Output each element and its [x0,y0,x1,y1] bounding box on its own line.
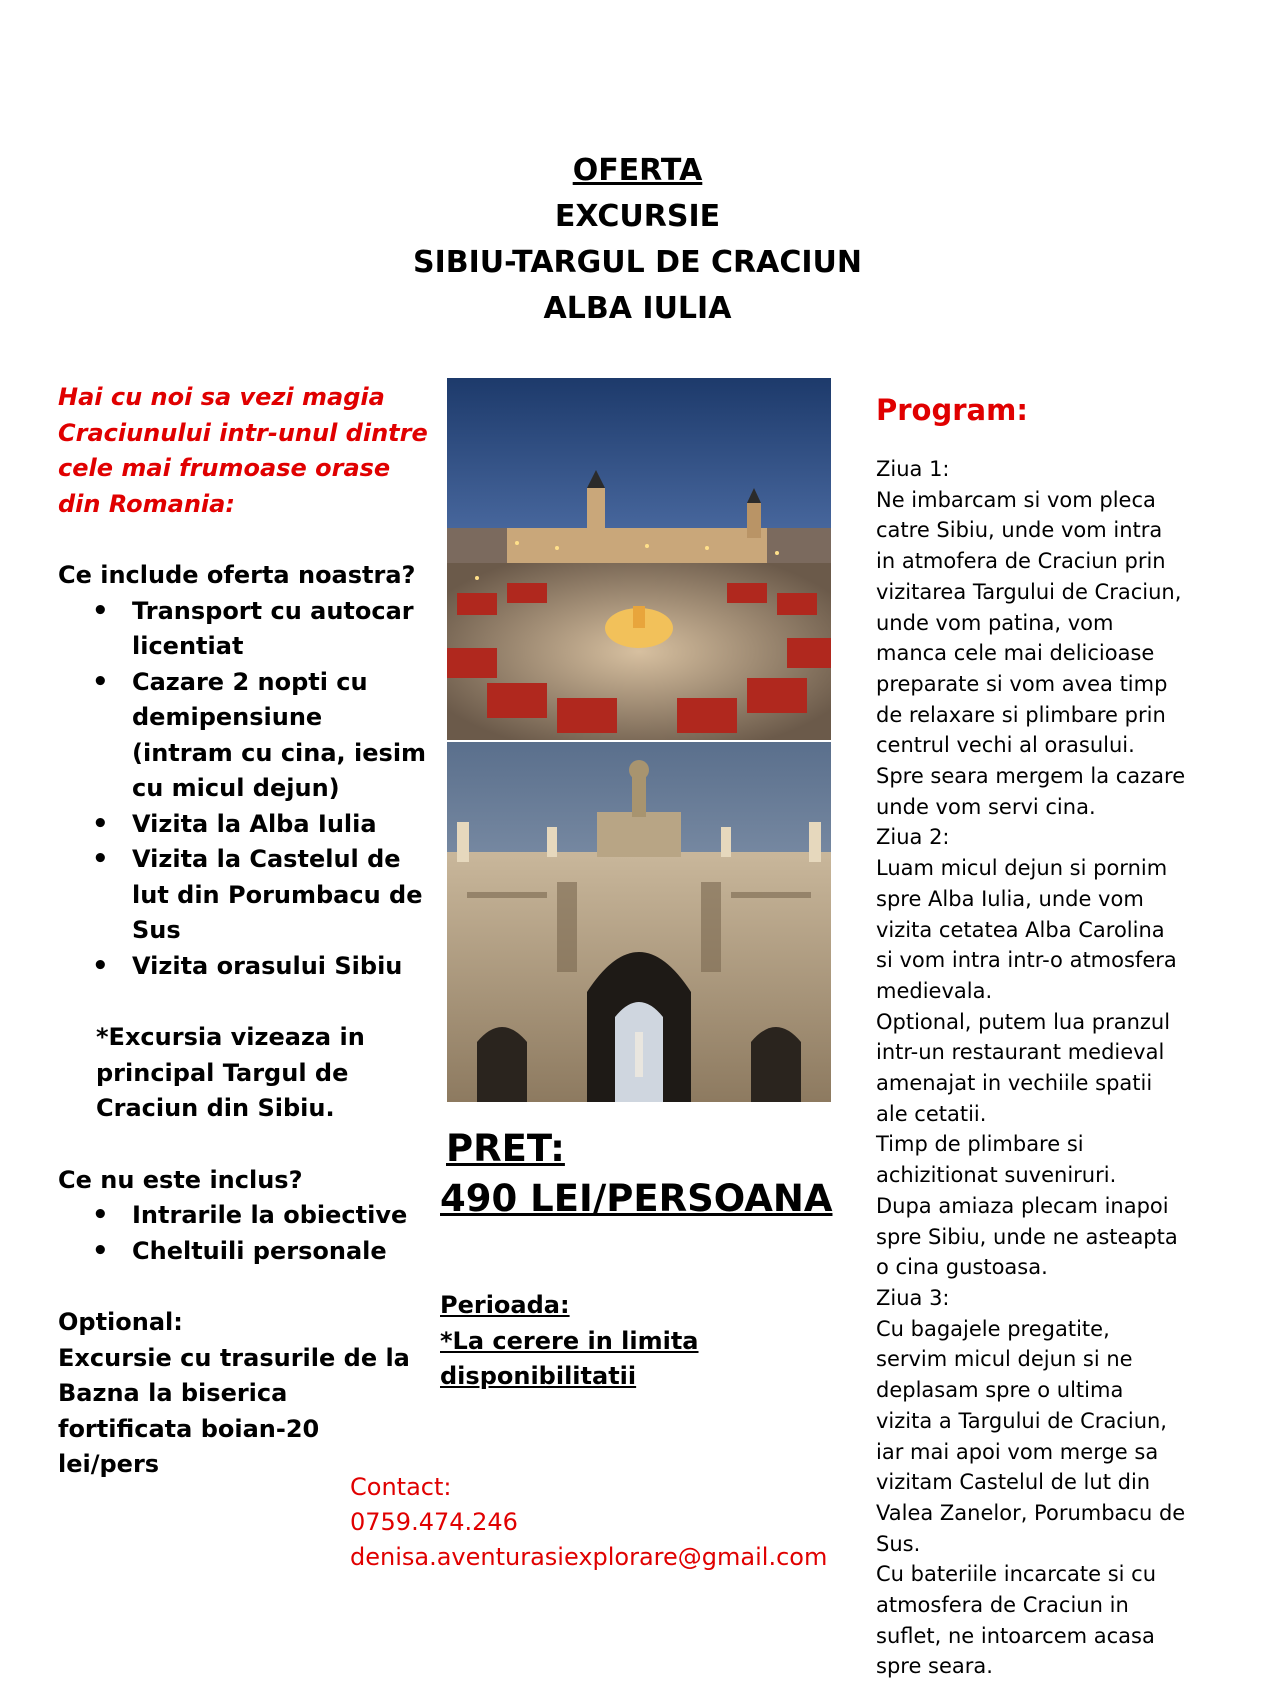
contact-block [350,1470,870,1575]
offer-details-column [58,380,428,1483]
excludes-list [58,1198,428,1269]
list-item: • Vizita la Castelul de lut din Porumbacu de Sus [132,842,428,949]
contact-email: denisa.aventurasiexplorare@gmail.com [350,1543,828,1571]
list-item: • Transport cu autocar licentiat [132,594,428,665]
price-block [440,1124,840,1224]
period-block [440,1288,820,1395]
program-paragraph: Timp de plimbare si achizitionat suveniruri. [876,1132,1117,1188]
period-label: Perioada: [440,1291,570,1319]
list-item: • Vizita orasului Sibiu [132,949,428,985]
program-day-1-label: Ziua 1: [876,457,950,481]
page-title [0,148,1275,332]
program-paragraph: Optional, putem lua pranzul intr-un restaurant medieval amenajat in vechiile spatii ale cetatii. [876,1009,1171,1126]
program-body [876,454,1186,1682]
optional-text: Excursie cu trasurile de la Bazna la biserica fortificata boian-20 lei/pers [58,1343,410,1478]
program-day-3-label: Ziua 3: [876,1285,950,1310]
includes-heading: Ce include oferta noastra? [58,561,416,589]
alba-iulia-gate-photo [447,742,831,1102]
contact-label: Contact: [350,1473,452,1501]
list-item: • Cazare 2 nopti cu demipensiune (intram cu cina, iesim cu micul dejun) [132,665,428,807]
program-paragraph: Dupa amiaza plecam inapoi spre Sibiu, unde ne asteapta o cina gustoasa. [876,1193,1178,1280]
title-line-excursion: EXCURSIE [554,199,721,234]
period-line-2: disponibilitatii [440,1362,637,1390]
list-item: • Cheltuili personale [132,1234,428,1270]
intro-text: Hai cu noi sa vezi magia Craciunului intr-unul dintre cele mai frumoase orase din Romania: [58,383,428,518]
title-line-offer: OFERTA [572,153,703,188]
includes-list [58,594,428,985]
contact-phone: 0759.474.246 [350,1508,518,1536]
program-title: Program: [876,393,1028,427]
excludes-heading: Ce nu este inclus? [58,1165,303,1194]
price-label: PRET: [446,1127,565,1170]
list-item: • Intrarile la obiective [132,1198,428,1234]
program-paragraph: Cu bateriile incarcate si cu atmosfera de Craciun in suflet, ne intoarcem acasa spre seara. [876,1562,1157,1679]
christmas-market-photo [447,378,831,740]
price-value: 490 LEI/PERSOANA [440,1177,833,1220]
program-paragraph: Luam micul dejun si pornim spre Alba Iulia, unde vom vizita cetatea Alba Carolina si vom intra intr-o atmosfera medievala. [876,856,1177,1003]
period-line-1: *La cerere in limita [440,1326,699,1355]
program-day-2-label: Ziua 2: [876,825,950,850]
list-item: • Vizita la Alba Iulia [132,807,428,843]
focus-note: *Excursia vizeaza in principal Targul de Craciun din Sibiu. [96,1023,365,1122]
title-line-destination: SIBIU-TARGUL DE CRACIUN [412,245,863,280]
program-paragraph: Ne imbarcam si vom pleca catre Sibiu, unde vom intra in atmofera de Craciun prin vizitarea Targului de Craciun, unde vom patina, vom manca cele mai delicioase preparate si vom avea timp de relaxare si plimbare prin centrul vechi al orasului. Spre seara mergem la cazare unde vom servi cina. [876,487,1186,819]
title-line-city: ALBA IULIA [543,291,732,326]
program-paragraph: Cu bagajele pregatite, servim micul dejun si ne deplasam spre o ultima vizita a Targului de Craciun, iar mai apoi vom merge sa vizitam Castelul de lut din Valea Zanelor, Porumbacu de Sus. [876,1316,1186,1556]
optional-heading: Optional: [58,1308,183,1336]
program-column [876,390,1186,1682]
